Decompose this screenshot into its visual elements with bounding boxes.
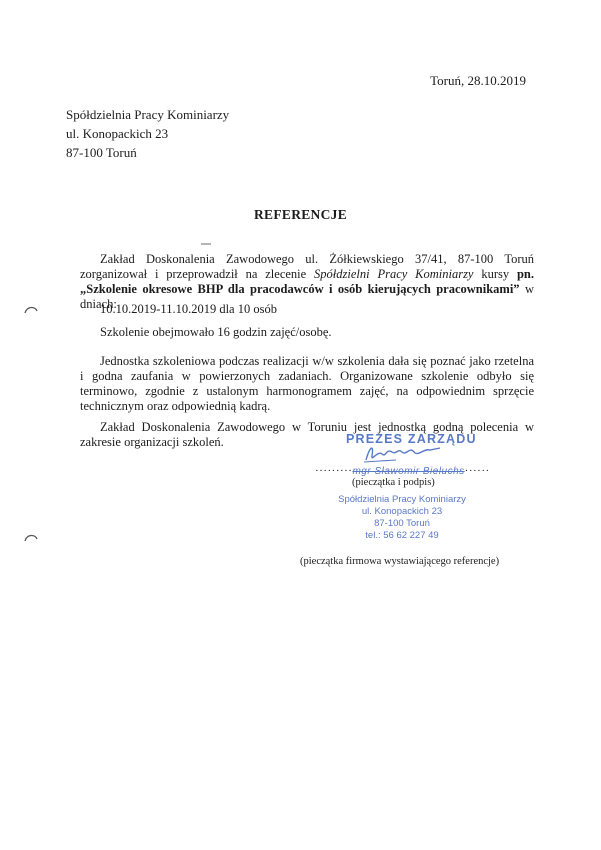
recipient-city: 87-100 Toruń xyxy=(66,145,137,160)
recipient-address xyxy=(66,105,229,162)
evaluation-paragraph: Jednostka szkoleniowa podczas realizacji w/w szkolenia dała się poznać jako rzetelna i godna zaufania w powierzonych zadaniach. Organizowane szkolenie odbyło się terminowo, zgodnie z ustalonym harmonogramem zajęć, na odpowiednim sprzęcie technicznym oraz odpowiednią kadrą. xyxy=(80,354,534,413)
signature-caption: (pieczątka i podpis) xyxy=(352,477,435,488)
training-hours: Szkolenie obejmowało 16 godzin zajęć/osobę. xyxy=(100,325,332,339)
signatory-name: mgr Sławomir Bieluchs xyxy=(352,466,465,477)
company-stamp-phone: tel.: 56 62 227 49 xyxy=(365,530,439,541)
company-stamp-caption: (pieczątka firmowa wystawiającego referencje) xyxy=(300,556,500,567)
scan-mark xyxy=(201,243,211,245)
training-dates: 10.10.2019-11.10.2019 dla 10 osób xyxy=(100,302,277,316)
course-name: pn. „Szkolenie okresowe BHP dla pracodawców i osób kierujących pracownikami” xyxy=(80,267,534,296)
intro-continuation: zorganizował i przeprowadził na zlecenie Spółdzielni Pracy Kominiarzy kursy pn. „Szkolenie okresowe BHP dla pracodawców i osób kierujących pracownikami” w dniach: xyxy=(80,267,534,311)
client-name: Spółdzielni Pracy Kominiarzy xyxy=(314,267,474,281)
punch-hole-mark-top xyxy=(24,304,38,314)
company-stamp xyxy=(312,494,492,542)
recommendation-paragraph: Zakład Doskonalenia Zawodowego w Toruniu jest jednostką godną polecenia w zakresie organizacji szkoleń. xyxy=(80,420,534,449)
recipient-name: Spółdzielnia Pracy Kominiarzy xyxy=(66,107,230,122)
president-stamp-title: PREZES ZARZĄDU xyxy=(346,432,477,446)
company-stamp-city: 87-100 Toruń xyxy=(374,518,430,529)
company-stamp-street: ul. Konopackich 23 xyxy=(361,506,443,517)
signature-line: ·········mgr Sławomir Bieluchs······ xyxy=(315,465,490,477)
recipient-street: ul. Konopackich 23 xyxy=(66,126,169,141)
document-title: REFERENCJE xyxy=(253,207,347,222)
intro-first-line: Zakład Doskonalenia Zawodowego ul. Żółkiewskiego 37/41, 87-100 Toruń xyxy=(100,252,534,266)
company-stamp-name: Spółdzielnia Pracy Kominiarzy xyxy=(338,494,466,505)
place-date: Toruń, 28.10.2019 xyxy=(430,73,526,88)
punch-hole-mark-bottom xyxy=(24,532,38,542)
handwritten-signature xyxy=(356,440,446,468)
